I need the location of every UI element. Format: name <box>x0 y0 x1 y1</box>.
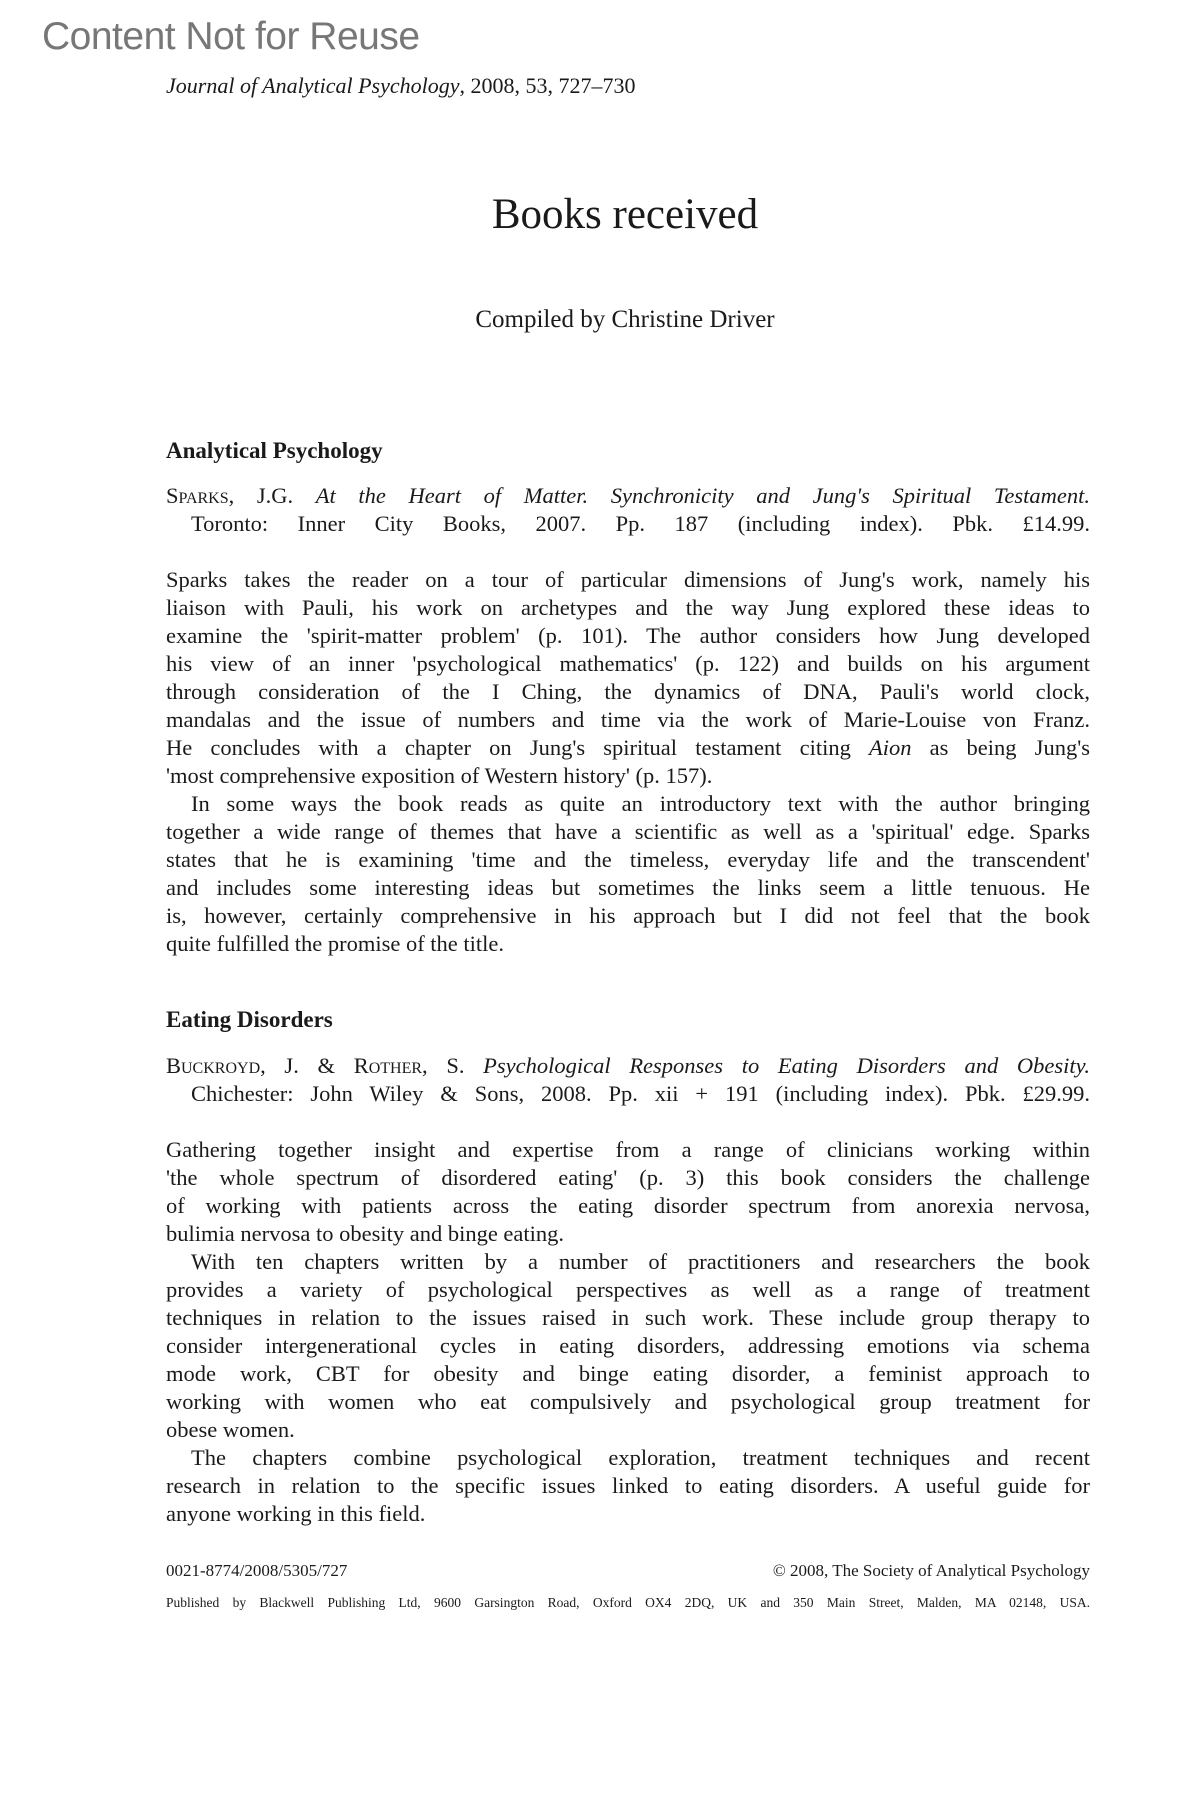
text-line: of working with patients across the eating disorder spectrum from anorexia nervosa, <box>166 1193 1090 1218</box>
text-segment: as being Jung's <box>911 735 1090 760</box>
text-line: 'the whole spectrum of disordered eating' (p. 3) this book considers the challenge <box>166 1165 1090 1190</box>
text-line: liaison with Pauli, his work on archetypes and the way Jung explored these ideas to <box>166 595 1090 620</box>
text-line: 'most comprehensive exposition of Western history' (p. 157). <box>166 763 713 788</box>
text-line: through consideration of the I Ching, the dynamics of DNA, Pauli's world clock, <box>166 679 1090 704</box>
text-line: mandalas and the issue of numbers and time via the work of Marie-Louise von Franz. <box>166 707 1090 732</box>
text-segment: He concludes with a chapter on Jung's spiritual testament citing <box>166 735 869 760</box>
review-text <box>166 566 1090 958</box>
text-line: obese women. <box>166 1417 295 1442</box>
author-initials: , J.G. <box>228 483 316 508</box>
page-title: Books received <box>491 191 759 238</box>
section-heading: Eating Disorders <box>166 1007 333 1032</box>
text-line: consider intergenerational cycles in eating disorders, addressing emotions via schema <box>166 1333 1090 1358</box>
compiled-by: Compiled by Christine Driver <box>475 306 775 333</box>
publisher-info: Published by Blackwell Publishing Ltd, 9600 Garsington Road, Oxford OX4 2DQ, UK and 350 Main Street, Malden, MA 02148, USA. <box>166 1595 1090 1610</box>
text-line: Gathering together insight and expertise from a range of clinicians working within <box>166 1137 1090 1162</box>
author-initials: , J. & <box>260 1053 354 1078</box>
text-line: together a wide range of themes that have a scientific as well as a 'spiritual' edge. Sparks <box>166 819 1090 844</box>
text-line: With ten chapters written by a number of practitioners and researchers the book <box>191 1249 1090 1274</box>
entry-citation-line <box>166 482 1090 510</box>
text-line: In some ways the book reads as quite an introductory text with the author bringing <box>191 791 1090 816</box>
footer <box>166 1561 1090 1581</box>
book-entry <box>166 482 1090 538</box>
journal-citation <box>166 72 635 100</box>
text-line: bulimia nervosa to obesity and binge eating. <box>166 1221 565 1246</box>
review-text <box>166 1136 1090 1528</box>
text-line: anyone working in this field. <box>166 1501 426 1526</box>
book-title: Psychological Responses to Eating Disorders and Obesity. <box>483 1053 1090 1078</box>
author-surname: Sparks <box>166 483 229 508</box>
section-heading: Analytical Psychology <box>166 438 383 463</box>
author-surname: Buckroyd <box>166 1053 261 1078</box>
text-line: research in relation to the specific issues linked to eating disorders. A useful guide for <box>166 1473 1090 1498</box>
text-line: mode work, CBT for obesity and binge eating disorder, a feminist approach to <box>166 1361 1090 1386</box>
text-line: examine the 'spirit-matter problem' (p. 101). The author considers how Jung developed <box>166 623 1090 648</box>
author-surname: Rother <box>353 1053 423 1078</box>
text-line: Sparks takes the reader on a tour of particular dimensions of Jung's work, namely his <box>166 567 1090 592</box>
text-line: and includes some interesting ideas but sometimes the links seem a little tenuous. He <box>166 875 1090 900</box>
text-line <box>166 734 1090 762</box>
italic-title: Aion <box>868 735 912 760</box>
text-line: his view of an inner 'psychological mathematics' (p. 122) and builds on his argument <box>166 651 1090 676</box>
watermark: Content Not for Reuse <box>42 15 420 58</box>
entry-citation-line <box>166 1052 1090 1080</box>
publication-details: Chichester: John Wiley & Sons, 2008. Pp. xii + 191 (including index). Pbk. £29.99. <box>191 1081 1090 1106</box>
journal-name: Journal of Analytical Psychology <box>166 73 460 98</box>
text-line: quite fulfilled the promise of the title. <box>166 931 505 956</box>
text-line: The chapters combine psychological exploration, treatment techniques and recent <box>191 1445 1090 1470</box>
book-title: At the Heart of Matter. Synchronicity and Jung's Spiritual Testament. <box>315 483 1090 508</box>
text-line: is, however, certainly comprehensive in his approach but I did not feel that the book <box>166 903 1090 928</box>
text-line: provides a variety of psychological perspectives as well as a range of treatment <box>166 1277 1090 1302</box>
text-line: techniques in relation to the issues raised in such work. These include group therapy to <box>166 1305 1090 1330</box>
text-line: working with women who eat compulsively and psychological group treatment for <box>166 1389 1090 1414</box>
copyright: © 2008, The Society of Analytical Psychology <box>772 1561 1090 1580</box>
book-entry <box>166 1052 1090 1108</box>
author-initials: , S. <box>422 1053 484 1078</box>
publication-details: Toronto: Inner City Books, 2007. Pp. 187 (including index). Pbk. £14.99. <box>191 511 1090 536</box>
issn: 0021-8774/2008/5305/727 <box>166 1561 348 1580</box>
journal-volume-pages: , 2008, 53, 727–730 <box>459 73 636 98</box>
text-line: states that he is examining 'time and the timeless, everyday life and the transcendent' <box>166 847 1090 872</box>
